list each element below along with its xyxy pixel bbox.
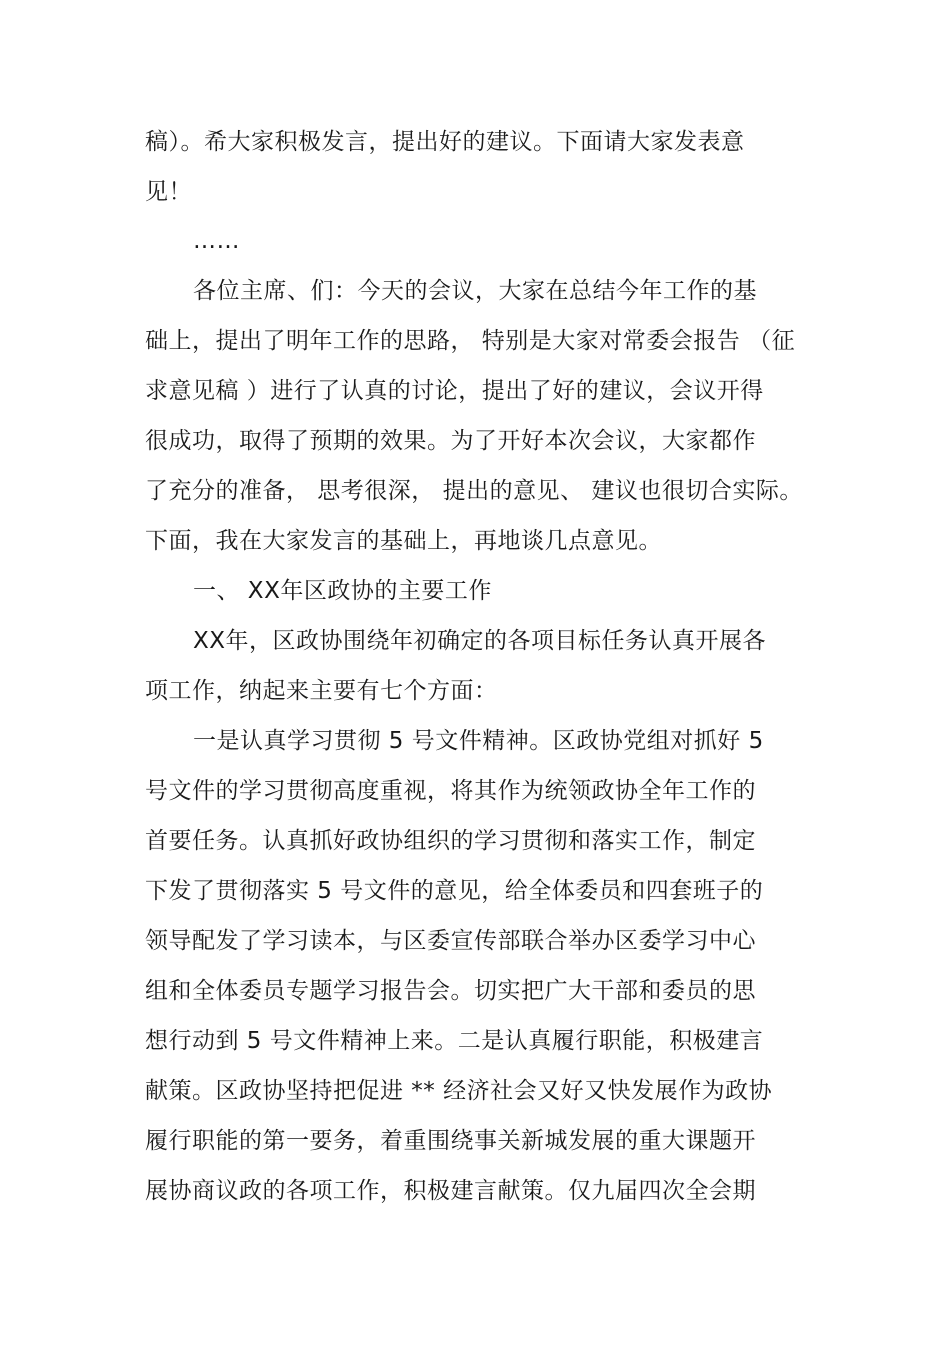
paragraph-line: 组和全体委员专题学习报告会。切实把广大干部和委员的思 <box>145 978 756 1004</box>
paragraph-line: 下发了贯彻落实 5 号文件的意见，给全体委员和四套班子的 <box>145 878 764 904</box>
paragraph-line: 献策。区政协坚持把促进 ** 经济社会又好又快发展作为政协 <box>145 1078 773 1104</box>
paragraph-line: 各位主席、们：今天的会议，大家在总结今年工作的基 <box>193 278 757 304</box>
paragraph-line: 础上，提出了明年工作的思路， 特别是大家对常委会报告 （征 <box>145 328 796 354</box>
paragraph-line: 很成功，取得了预期的效果。为了开好本次会议，大家都作 <box>145 428 756 454</box>
paragraph-line: 见！ <box>145 179 192 205</box>
paragraph-line: 下面，我在大家发言的基础上，再地谈几点意见。 <box>145 528 662 554</box>
paragraph-line: 项工作，纳起来主要有七个方面： <box>145 678 498 704</box>
section-heading: 一、 XX年区政协的主要工作 <box>193 578 492 604</box>
paragraph-line: XX年，区政协围绕年初确定的各项目标任务认真开展各 <box>193 628 767 654</box>
paragraph-line: 一是认真学习贯彻 5 号文件精神。区政协党组对抓好 5 <box>193 728 764 754</box>
paragraph-line: 号文件的学习贯彻高度重视，将其作为统领政协全年工作的 <box>145 778 756 804</box>
paragraph-line: 展协商议政的各项工作，积极建言献策。仅九届四次全会期 <box>145 1178 756 1204</box>
paragraph-line: 了充分的准备， 思考很深， 提出的意见、 建议也很切合实际。 <box>145 478 803 504</box>
paragraph-line: 首要任务。认真抓好政协组织的学习贯彻和落实工作，制定 <box>145 828 756 854</box>
ellipsis-line: …… <box>193 228 240 254</box>
paragraph-line: 履行职能的第一要务，着重围绕事关新城发展的重大课题开 <box>145 1128 756 1154</box>
paragraph-line: 求意见稿 ）进行了认真的讨论，提出了好的建议，会议开得 <box>145 378 764 404</box>
paragraph-line: 想行动到 5 号文件精神上来。二是认真履行职能，积极建言 <box>145 1028 764 1054</box>
paragraph-line: 稿）。希大家积极发言，提出好的建议。下面请大家发表意 <box>145 129 745 155</box>
paragraph-line: 领导配发了学习读本，与区委宣传部联合举办区委学习中心 <box>145 928 756 954</box>
